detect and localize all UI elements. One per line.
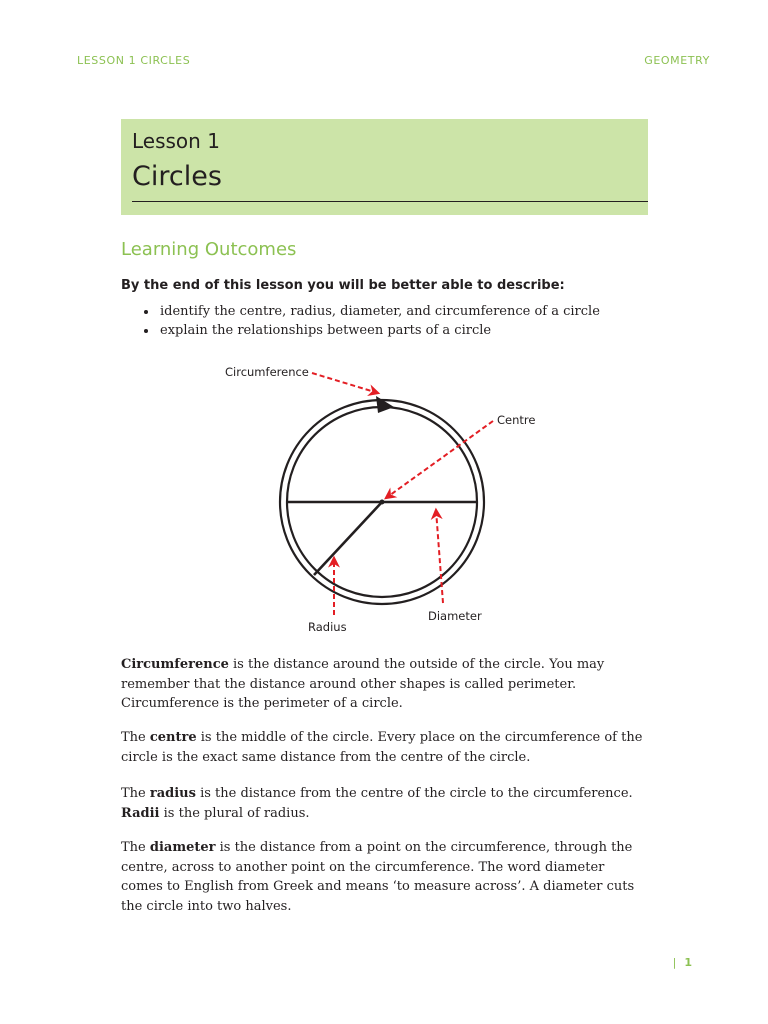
radius-label: Radius — [308, 620, 347, 634]
centre-lead: The — [121, 730, 150, 745]
lesson-title: Circles — [132, 161, 222, 192]
diameter-term: diameter — [149, 840, 216, 855]
learning-outcomes-intro: By the end of this lesson you will be better able to describe: — [121, 278, 565, 293]
page-footer — [673, 956, 692, 969]
circumference-pointer — [312, 373, 378, 393]
footer-separator: | — [672, 956, 677, 969]
diameter-label: Diameter — [428, 609, 482, 623]
circumference-label: Circumference — [225, 365, 309, 379]
radius-line — [314, 502, 382, 575]
centre-paragraph — [121, 728, 648, 767]
lesson-title-box — [121, 119, 648, 215]
radii-term: Radii — [121, 805, 160, 821]
title-rule — [132, 201, 648, 202]
centre-pointer — [386, 421, 493, 498]
diameter-definition: is the distance from a point on the circumference, through the centre, across to another point on the circumference. The word diameter comes to English from Greek and means ‘to measure across’. A diameter cuts the circle into two halves. — [121, 840, 635, 914]
radius-term: radius — [149, 786, 196, 801]
running-head-lesson: LESSON 1 CIRCLES — [77, 54, 191, 67]
diameter-lead: The — [121, 840, 150, 855]
radii-definition: is the plural of radius. — [159, 805, 310, 821]
circle-diagram — [200, 355, 536, 640]
radius-paragraph — [121, 784, 648, 823]
running-head-subject: GEOMETRY — [644, 54, 710, 67]
circumference-paragraph — [121, 655, 648, 714]
radius-definition: is the distance from the centre of the circle to the circumference. — [195, 786, 633, 801]
radius-lead: The — [121, 786, 150, 801]
outcome-item: • identify the centre, radius, diameter, and circumference of a circle — [158, 302, 638, 321]
centre-term: centre — [149, 730, 197, 745]
circumference-direction-arrow — [376, 396, 394, 413]
diameter-paragraph — [121, 838, 648, 916]
learning-outcomes-heading: Learning Outcomes — [121, 239, 297, 260]
page-number: 1 — [684, 956, 692, 969]
circumference-definition: is the distance around the outside of the circle. You may remember that the distance around other shapes is called perimeter. Circumference is the perimeter of a circle. — [121, 657, 605, 711]
centre-point — [380, 500, 385, 505]
centre-definition: is the middle of the circle. Every place on the circumference of the circle is the exact same distance from the centre of the circle. — [121, 730, 643, 765]
lesson-number: Lesson 1 — [132, 129, 220, 153]
centre-label: Centre — [497, 413, 536, 427]
learning-outcomes-list — [142, 302, 638, 340]
circumference-term: Circumference — [121, 657, 229, 672]
outcome-item: • explain the relationships between parts of a circle — [158, 321, 638, 340]
